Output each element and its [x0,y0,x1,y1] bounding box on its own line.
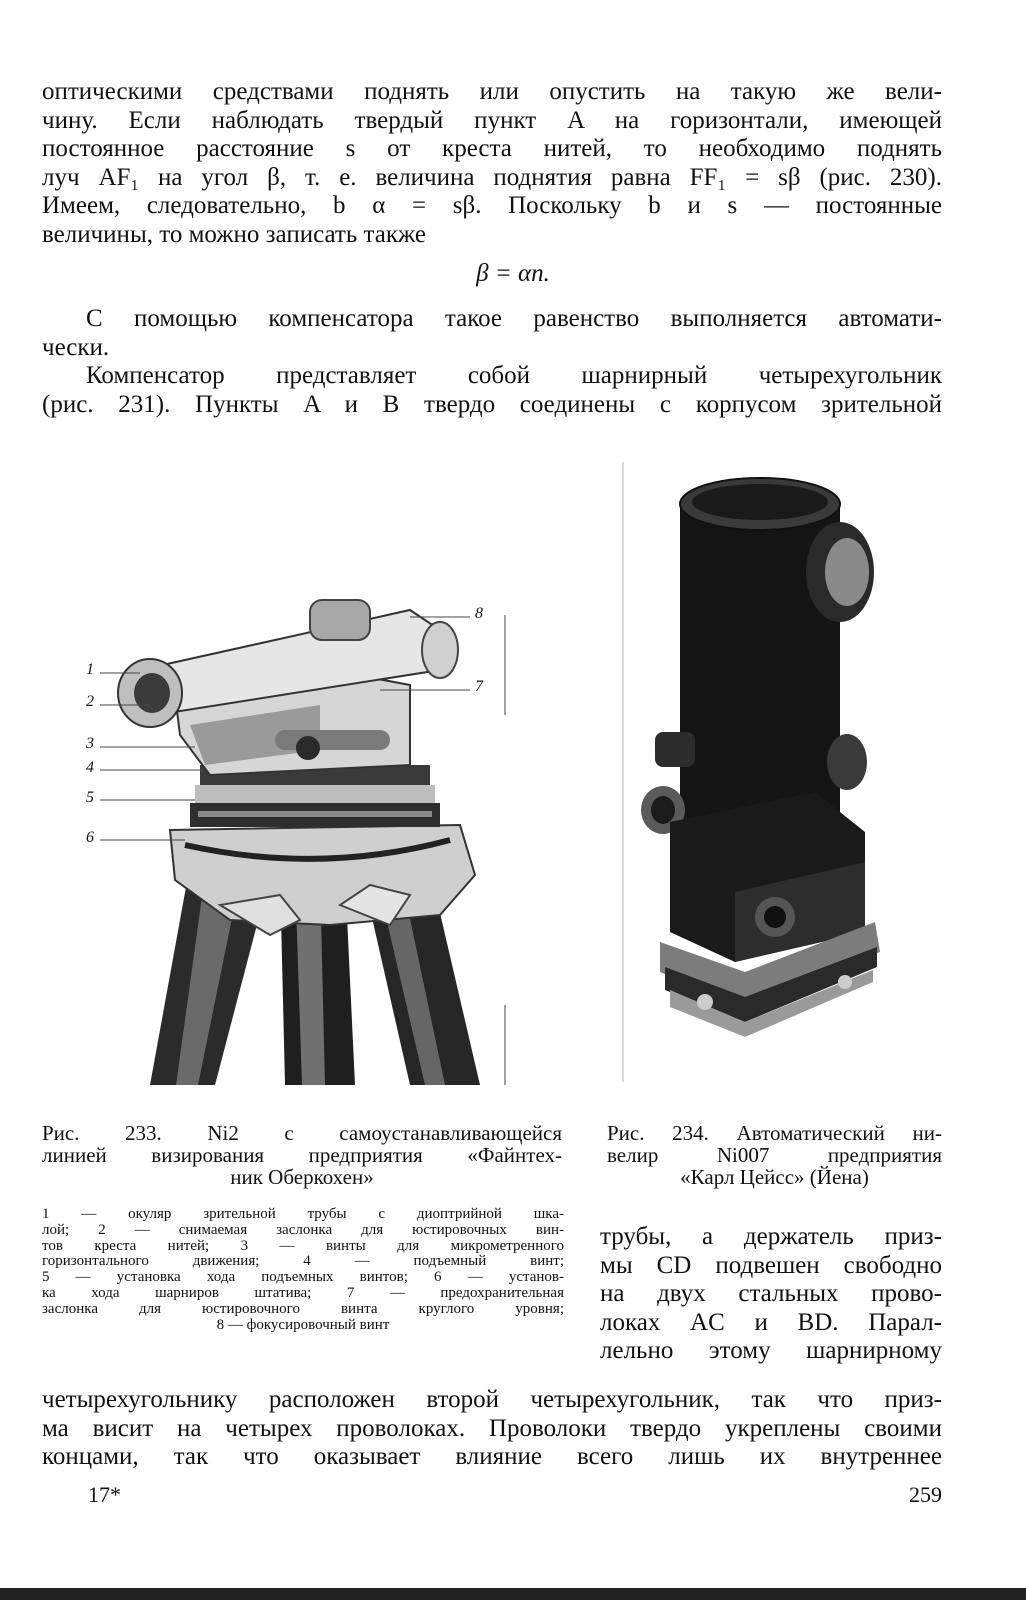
text-line: локах AC и BD. Парал- [600,1308,942,1336]
page-number: 259 [909,1482,942,1507]
legend-line: заслонка для юстировочного винта круглого уровня; [42,1300,564,1317]
figure-233-legend [42,1207,564,1333]
legend-line: лой; 2 — снимаемая заслонка для юстировочных вин- [42,1221,564,1238]
side-column-text [600,1223,942,1366]
text-line: чину. Если наблюдать твердый пункт A на горизонтали, имеющей [42,106,942,134]
legend-line: 5 — установка хода подъемных винтов; 6 — установ- [42,1269,564,1286]
text-line: величины, то можно записать также [42,220,427,248]
text-line: лельно этому шарнирному [600,1337,942,1365]
level-ni2-illustration [80,575,520,1085]
callout-5: 5 [86,789,94,806]
text-line: концами, так что оказывает влияние всего лишь их внутреннее [42,1443,942,1471]
formula: β = αn. [476,260,550,287]
text-line: (рис. 231). Пункты A и B твердо соединены с корпусом зрительной [42,390,942,418]
intro-paragraph [42,78,942,250]
signature-mark: 17* [88,1482,121,1507]
figure-233-caption [42,1122,562,1188]
bottom-paragraph [42,1386,942,1472]
callout-1: 1 [86,661,94,678]
legend-line: ка хода шарниров штатива; 7 — предохранительная [42,1284,564,1301]
callout-4: 4 [86,759,94,776]
caption-line: «Карл Цейсс» (Йена) [680,1165,869,1189]
figure-233-photo [80,575,520,1085]
text-line: Имеем, следовательно, b α = sβ. Поскольку b и s — постоянные [42,192,942,220]
caption-line: линией визирования предприятия «Файнтех- [42,1143,562,1167]
text-line: трубы, а держатель приз- [600,1223,942,1250]
legend-line: горизонтального движения; 4 — подъемный винт; [42,1253,564,1270]
text-line: постоянное расстояние s от креста нитей, то необходимо поднять [42,135,942,163]
text-line: Компенсатор представляет собой шарнирный четырехугольник [86,362,942,389]
callout-6: 6 [86,829,94,846]
text-line: мы CD подвешен свободно [600,1251,942,1279]
text-line: четырехугольнику расположен второй четырехугольник, так что приз- [42,1386,942,1413]
figure-234-caption [607,1122,942,1188]
hinge-paragraph [42,362,942,419]
callout-7: 7 [475,678,483,695]
text-line: луч AF₁ на угол β, т. е. величина поднятия равна FF₁ = sβ (рис. 230). [42,163,942,191]
legend-line: тов креста нитей; 3 — винты для микрометренного [42,1237,564,1254]
caption-line: Рис. 234. Автоматический ни- [607,1121,942,1145]
text-line: чески. [42,333,110,361]
text-line: на двух стальных прово- [600,1280,942,1308]
figure-234-photo [615,462,940,1082]
caption-line: велир Ni007 предприятия [607,1143,942,1167]
legend-line: 8 — фокусировочный винт [216,1316,390,1333]
text-line: С помощью компенсатора такое равенство выполняется автомати- [86,305,942,332]
text-line: ма висит на четырех проволоках. Проволоки твердо укреплены своими [42,1414,942,1442]
legend-line: 1 — окуляр зрительной трубы с диоптрийной шка- [42,1206,564,1222]
callout-2: 2 [86,693,94,710]
scan-edge [0,1588,1026,1600]
caption-line: Рис. 233. Ni2 с самоустанавливающейся [42,1121,562,1145]
text-line: оптическими средствами поднять или опустить на такую же вели- [42,78,942,105]
callout-3: 3 [86,735,94,752]
callout-8: 8 [475,605,483,622]
caption-line: ник Оберкохен» [230,1165,374,1189]
level-ni007-illustration [615,462,940,1082]
compensator-paragraph [42,305,942,362]
